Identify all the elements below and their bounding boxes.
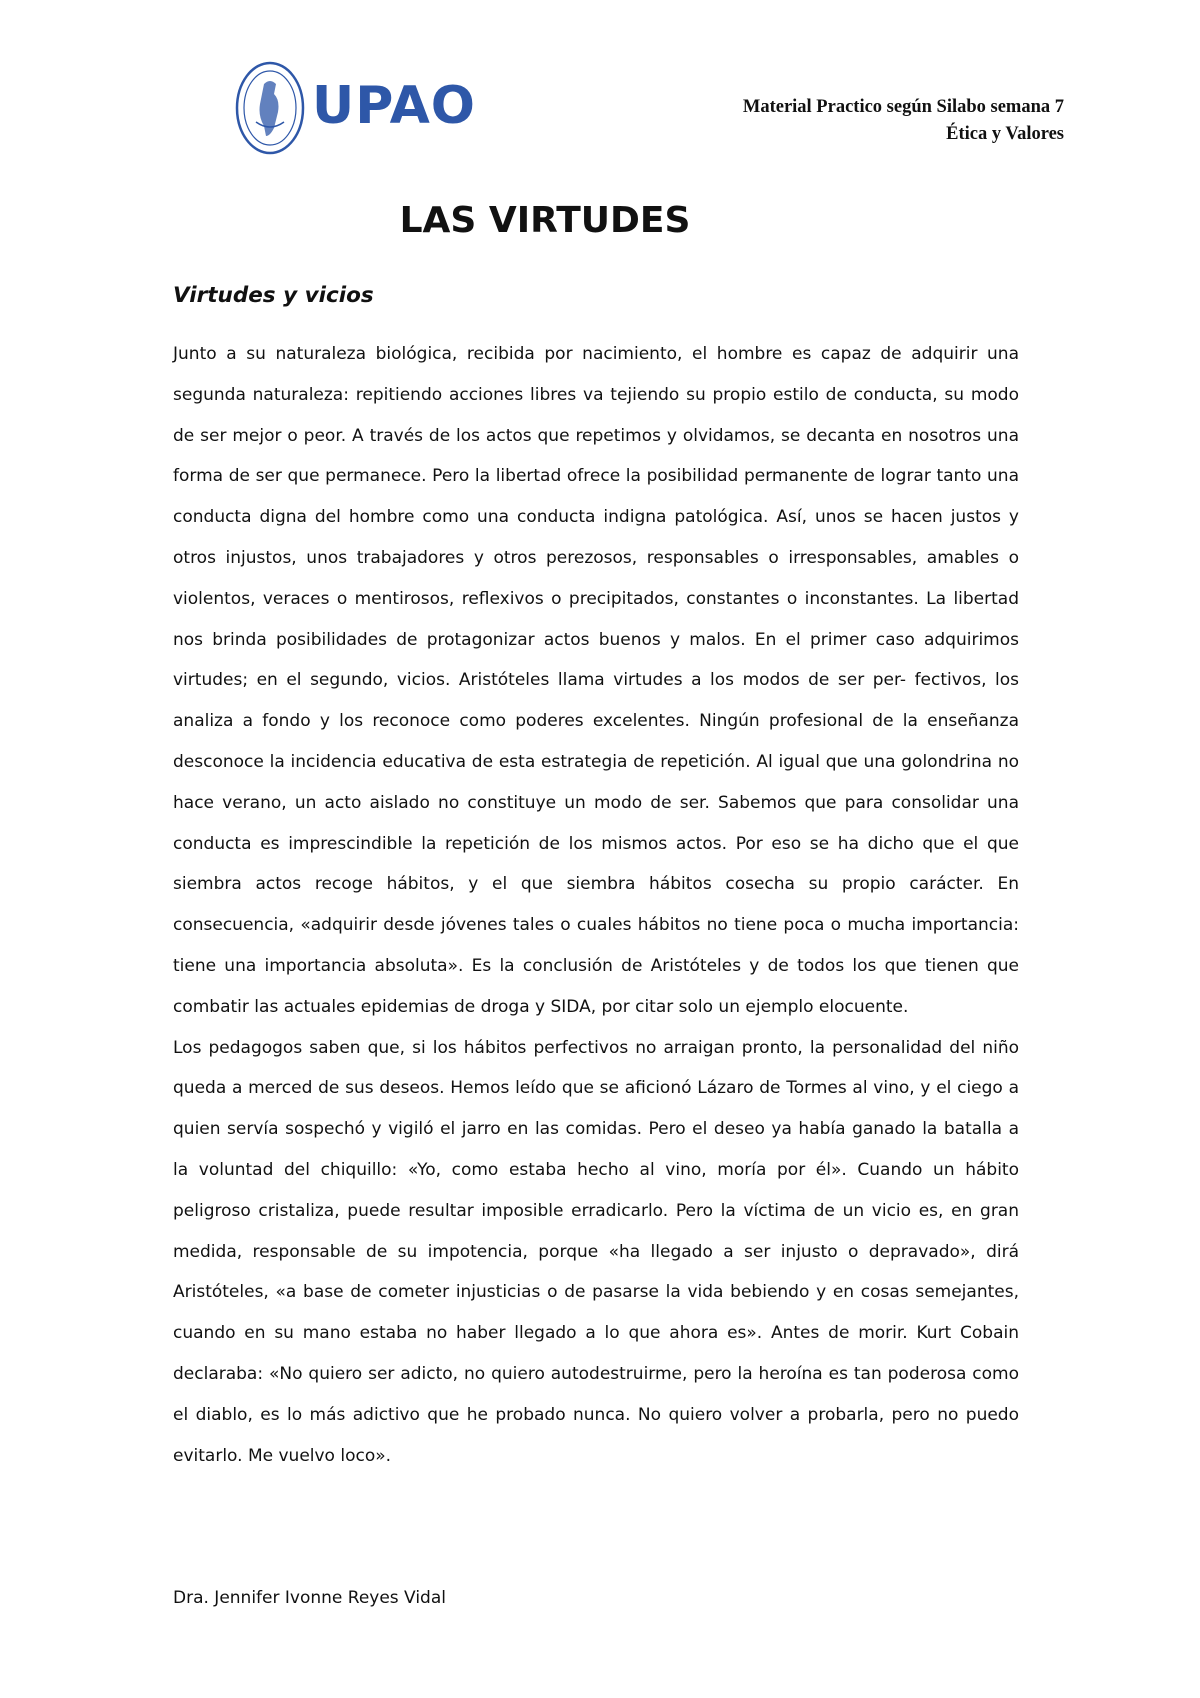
- body-paragraph: Junto a su naturaleza biológica, recibida por nacimiento, el hombre es capaz de adquirir una segunda naturaleza: repitiendo acciones libres va tejiendo su propio estilo de conducta, su modo de ser mejor o peor. A través de los actos que repetimos y olvidamos, se decanta en nosotros una forma de ser que permanece. Pero la libertad ofrece la posibilidad permanente de lograr tanto una conducta digna del hombre como una conducta indigna patológica. Así, unos se hacen justos y otros injustos, unos trabajadores y otros perezosos, responsables o irresponsables, amables o violentos, veraces o mentirosos, reflexivos o precipitados, constantes o inconstantes. La libertad nos brinda posibilidades de protagonizar actos buenos y malos. En el primer caso adquirimos virtudes; en el segundo, vicios. Aristóteles llama virtudes a los modos de ser per- fectivos, los analiza a fondo y los reconoce como poderes excelentes. Ningún profesional de la enseñanza desconoce la incidencia educativa de esta estrategia de repetición. Al igual que una golondrina no hace verano, un acto aislado no constituye un modo de ser. Sabemos que para consolidar una conducta es imprescindible la repetición de los mismos actos. Por eso se ha dicho que el que siembra actos recoge hábitos, y el que siembra hábitos cosecha su propio carácter. En consecuencia, «adquirir desde jóvenes tales o cuales hábitos no tiene poca o mucha importancia: tiene una importancia absoluta». Es la conclusión de Aristóteles y de todos los que tienen que combatir las actuales epidemias de droga y SIDA, por citar solo un ejemplo elocuente.: [173, 344, 1019, 1017]
- header-course-info: [743, 94, 1064, 148]
- footer-author: Dra. Jennifer Ivonne Reyes Vidal: [173, 1588, 446, 1608]
- section-heading: Virtudes y vicios: [173, 283, 374, 308]
- header-material-line: Material Practico según Silabo semana 7: [742, 97, 1064, 117]
- header-course-name: Ética y Valores: [946, 124, 1064, 144]
- body-paragraph: Los pedagogos saben que, si los hábitos perfectivos no arraigan pronto, la personalidad del niño queda a merced de sus deseos. Hemos leído que se aficionó Lázaro de Tormes al vino, y el ciego a quien servía sospechó y vigiló el jarro en las comidas. Pero el deseo ya había ganado la batalla a la voluntad del chiquillo: «Yo, como estaba hecho al vino, moría por él». Cuando un hábito peligroso cristaliza, puede resultar imposible erradicarlo. Pero la víctima de un vicio es, en gran medida, responsable de su impotencia, porque «ha llegado a ser injusto o depravado», dirá Aristóteles, «a base de cometer injusticias o de pasarse la vida bebiendo y en cosas semejantes, cuando en su mano estaba no haber llegado a lo que ahora es». Antes de morir. Kurt Cobain declaraba: «No quiero ser adicto, no quiero autodestruirme, pero la heroína es tan poderosa como el diablo, es lo más adictivo que he probado nunca. No quiero volver a probarla, pero no puedo evitarlo. Me vuelvo loco».: [173, 1037, 1019, 1466]
- document-body: [173, 334, 1019, 1476]
- upao-logo: [234, 58, 477, 158]
- university-seal-icon: [234, 58, 306, 158]
- logo-wordmark: UPAO: [312, 76, 477, 136]
- document-title: LAS VIRTUDES: [399, 200, 691, 241]
